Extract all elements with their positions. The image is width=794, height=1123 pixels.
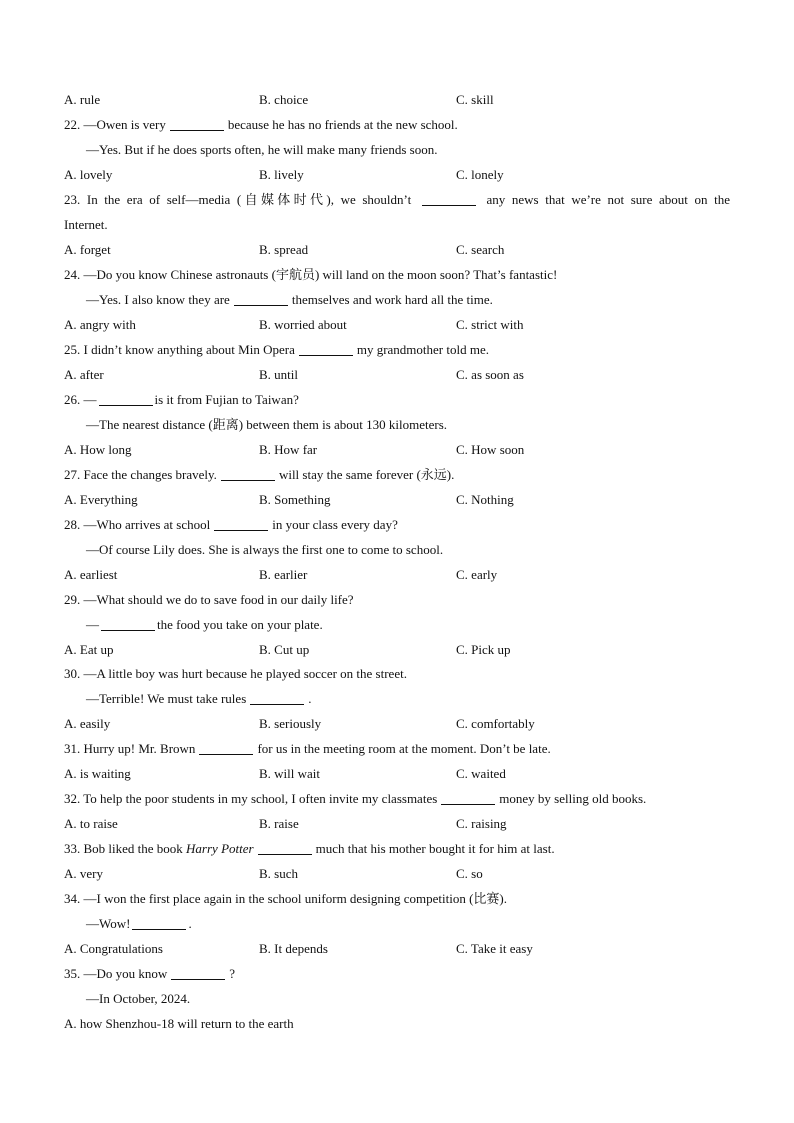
option-b: B. will wait [259,766,321,781]
option-b: B. earlier [259,567,308,582]
option-b: B. It depends [259,941,328,956]
reply-line [86,686,730,711]
question-text-cont: for us in the meeting room at the moment. Don’t be late. [257,741,551,756]
question-28 [64,512,730,537]
option-c: C. lonely [456,167,504,182]
reply-line [86,287,730,312]
reply-line [86,911,730,936]
options-row [64,162,730,187]
question-text-cont: money by selling old books. [499,791,647,806]
option-a: A. is waiting [64,766,131,781]
option-c: C. as soon as [456,367,524,382]
answer-blank [132,915,186,930]
options-row [64,562,730,587]
question-27 [64,462,730,487]
options-row [64,936,730,961]
question-text: 35. —Do you know [64,966,168,981]
question-text-cont: my grandmother told me. [356,342,489,357]
question-34: 34. —I won the first place again in the school uniform designing competition (比赛). [64,891,507,906]
option-b: B. seriously [259,716,322,731]
option-b: B. such [259,866,298,881]
reply-text-cont: . [188,916,192,931]
option-a: A. forget [64,242,111,257]
option-b: B. lively [259,167,304,182]
question-26 [64,387,730,412]
options-row [64,861,730,886]
reply-text-cont: . [308,691,312,706]
answer-blank [101,616,155,631]
question-text: 28. —Who arrives at school [64,517,211,532]
question-29: 29. —What should we do to save food in our daily life? [64,592,354,607]
reply-text: —Terrible! We must take rules [86,691,247,706]
question-25 [64,337,730,362]
option-b: B. raise [259,816,299,831]
question-text-cont: ? [229,966,236,981]
option-a: A. Everything [64,492,138,507]
answer-blank [171,965,225,980]
option-c: C. comfortably [456,716,535,731]
options-row [64,487,730,512]
question-text-cont: is it from Fujian to Taiwan? [154,392,299,407]
reply-text-cont: the food you take on your plate. [157,617,323,632]
question-text: 22. —Owen is very [64,117,166,132]
option-a-line: A. how Shenzhou-18 will return to the earth [64,1016,294,1031]
question-text: 27. Face the changes bravely. [64,467,217,482]
option-c: C. so [456,866,483,881]
option-c: C. skill [456,92,494,107]
question-text-cont: in your class every day? [272,517,398,532]
option-a: A. earliest [64,567,118,582]
answer-blank [199,740,253,755]
option-c: C. How soon [456,442,525,457]
options-row [64,237,730,262]
question-text: 32. To help the poor students in my school, I often invite my classmates [64,791,438,806]
answer-blank [99,391,153,406]
question-23 [64,187,730,212]
answer-blank [299,341,353,356]
option-a: A. Eat up [64,642,114,657]
option-a: A. after [64,367,104,382]
reply-text: — [86,617,99,632]
question-text: 23. In the era of self—media (自媒体时代), we shouldn’t [64,192,412,207]
option-c: C. raising [456,816,507,831]
option-a: A. rule [64,92,101,107]
option-a: A. lovely [64,167,113,182]
answer-blank [234,291,288,306]
answer-blank [441,790,495,805]
option-c: C. Take it easy [456,941,533,956]
options-row [64,362,730,387]
option-a: A. easily [64,716,111,731]
answer-blank [214,516,268,531]
reply-line: —Yes. But if he does sports often, he will make many friends soon. [86,142,438,157]
question-text-cont: because he has no friends at the new school. [227,117,458,132]
question-text-cont: will stay the same forever (永远). [278,467,455,482]
option-a: A. very [64,866,103,881]
option-b: B. choice [259,92,309,107]
question-35 [64,961,730,986]
question-text-cont: any news that we’re not sure about on the [486,192,731,207]
option-c: C. Pick up [456,642,511,657]
question-text: 26. — [64,392,97,407]
reply-line: —Of course Lily does. She is always the first one to come to school. [86,542,444,557]
reply-text: —Yes. I also know they are [86,292,230,307]
option-b: B. How far [259,442,318,457]
question-text: 33. Bob liked the book [64,841,183,856]
option-b: B. until [259,367,299,382]
reply-text-cont: themselves and work hard all the time. [291,292,493,307]
option-c: C. strict with [456,317,524,332]
options-row [64,637,730,662]
question-33 [64,836,730,861]
option-a: A. How long [64,442,132,457]
answer-blank [250,690,304,705]
option-a: A. Congratulations [64,941,163,956]
question-24: 24. —Do you know Chinese astronauts (宇航员) will land on the moon soon? That’s fantastic! [64,267,558,282]
question-31 [64,736,730,761]
option-b: B. worried about [259,317,347,332]
options-row [64,312,730,337]
answer-blank [258,840,312,855]
answer-blank [422,191,476,206]
option-c: C. Nothing [456,492,514,507]
options-row [64,87,730,112]
reply-line: —In October, 2024. [86,991,191,1006]
option-c: C. early [456,567,498,582]
options-row [64,711,730,736]
book-title: Harry Potter [186,841,254,856]
option-b: B. Something [259,492,331,507]
question-30: 30. —A little boy was hurt because he played soccer on the street. [64,666,407,681]
question-text: 25. I didn’t know anything about Min Opera [64,342,295,357]
options-row [64,761,730,786]
option-b: B. spread [259,242,309,257]
question-32 [64,786,730,811]
question-text-cont: much that his mother bought it for him at last. [315,841,555,856]
option-b: B. Cut up [259,642,310,657]
reply-text: —Wow! [86,916,131,931]
answer-blank [170,116,224,131]
question-22 [64,112,730,137]
question-continuation: Internet. [64,217,108,232]
options-row [64,811,730,836]
option-a: A. angry with [64,317,136,332]
option-c: C. search [456,242,505,257]
question-text: 31. Hurry up! Mr. Brown [64,741,196,756]
reply-line: —The nearest distance (距离) between them is about 130 kilometers. [86,417,448,432]
reply-line [86,612,730,637]
options-row [64,437,730,462]
option-a: A. to raise [64,816,118,831]
answer-blank [221,466,275,481]
option-c: C. waited [456,766,506,781]
